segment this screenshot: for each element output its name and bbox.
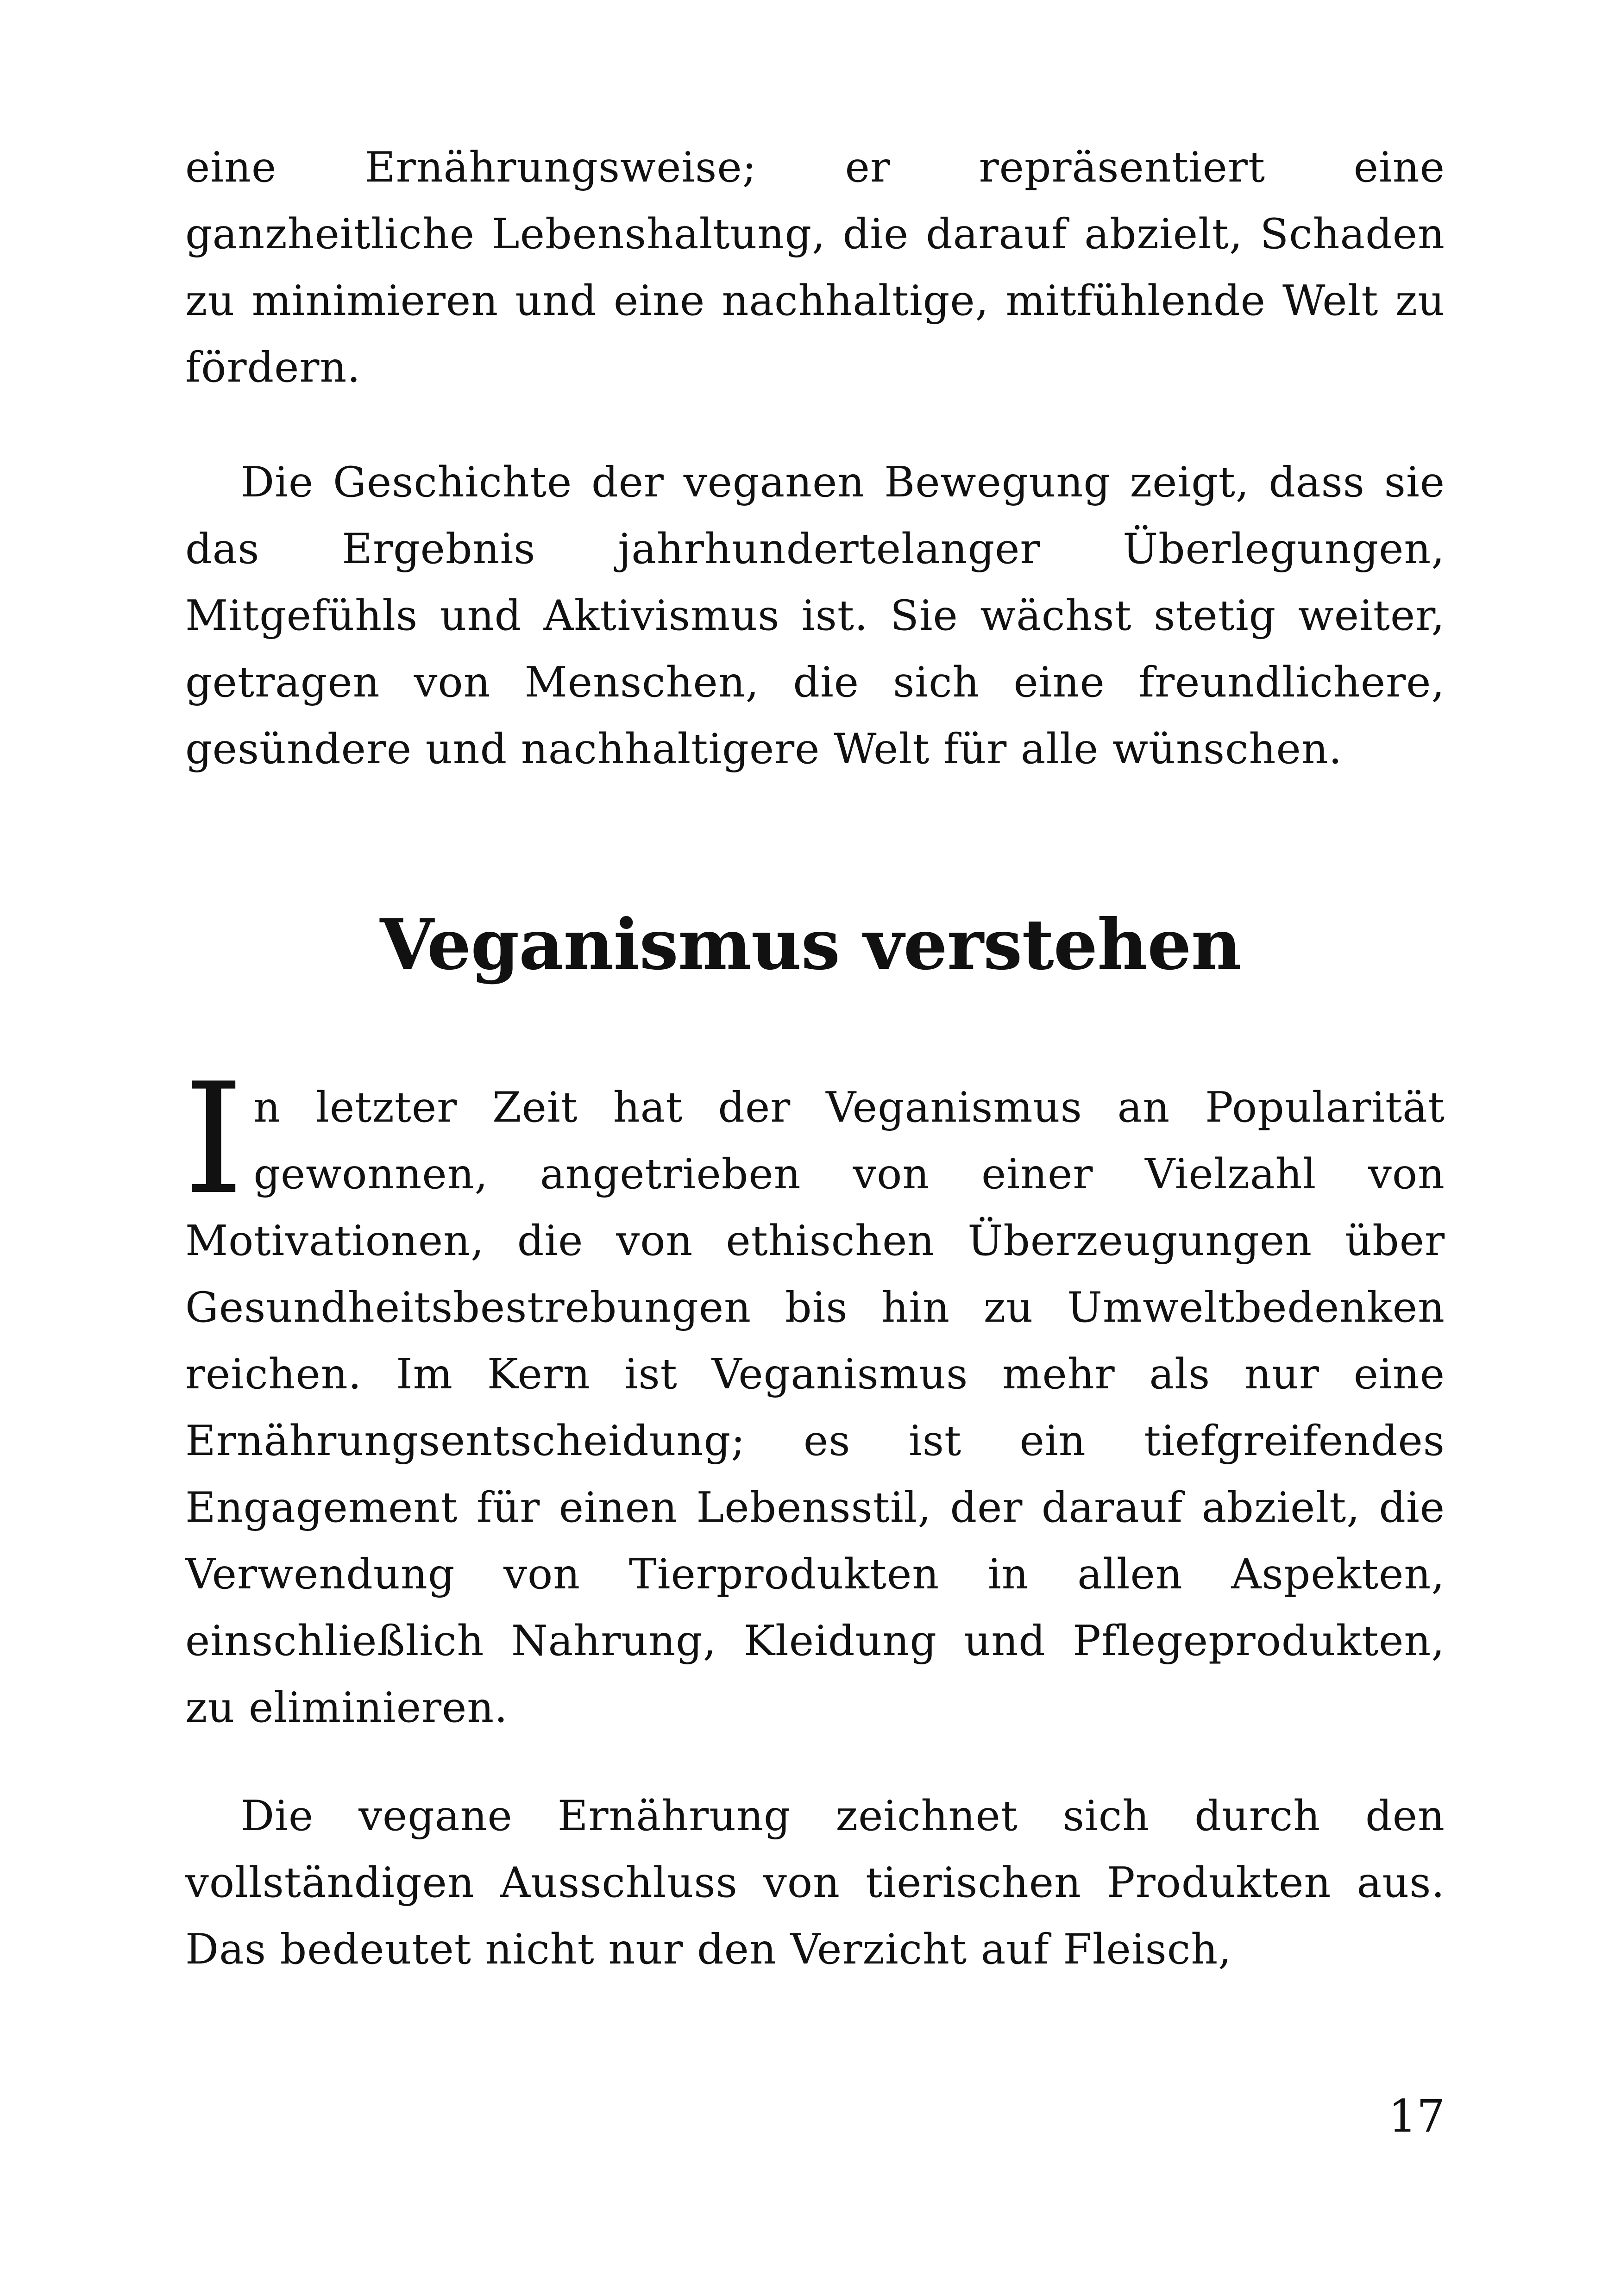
paragraph-history: Die Geschichte der veganen Bewegung zeigt, dass sie das Ergebnis jahrhundertelanger Überlegungen, Mitgefühls und Aktivismus ist. Sie wächst stetig weiter, getragen von Menschen, die sich eine freundlichere, gesündere und nachhaltigere Welt für alle wünschen. xyxy=(185,458,1445,773)
paragraph-understanding xyxy=(183,1050,1445,1741)
paragraph-vegan-diet: Die vegane Ernährung zeichnet sich durch den vollständigen Ausschluss von tierischen Produkten aus. Das bedeutet nicht nur den Verzicht auf Fleisch, xyxy=(185,1792,1445,1974)
drop-cap: I xyxy=(183,1050,245,1228)
chapter-title: Veganismus verstehen xyxy=(380,904,1241,985)
paragraph-intro-end: eine Ernährungsweise; er repräsentiert eine ganzheitliche Lebenshaltung, die darauf abzielt, Schaden zu minimieren und eine nachhaltige, mitfühlende Welt zu fördern. xyxy=(185,143,1445,392)
page-number: 17 xyxy=(1388,2090,1445,2142)
paragraph-understanding-text: n letzter Zeit hat der Veganismus an Popularität gewonnen, angetrieben von einer Vielzahl von Motivationen, die von ethischen Überzeugungen über Gesundheitsbestrebungen bis hin zu Umweltbedenken reichen. Im Kern ist Veganismus mehr als nur eine Ernährungsentscheidung; es ist ein tiefgreifendes Engagement für einen Lebensstil, der darauf abzielt, die Verwendung von Tierprodukten in allen Aspekten, einschließlich Nahrung, Kleidung und Pflegeprodukten, zu eliminieren. xyxy=(185,1083,1445,1732)
